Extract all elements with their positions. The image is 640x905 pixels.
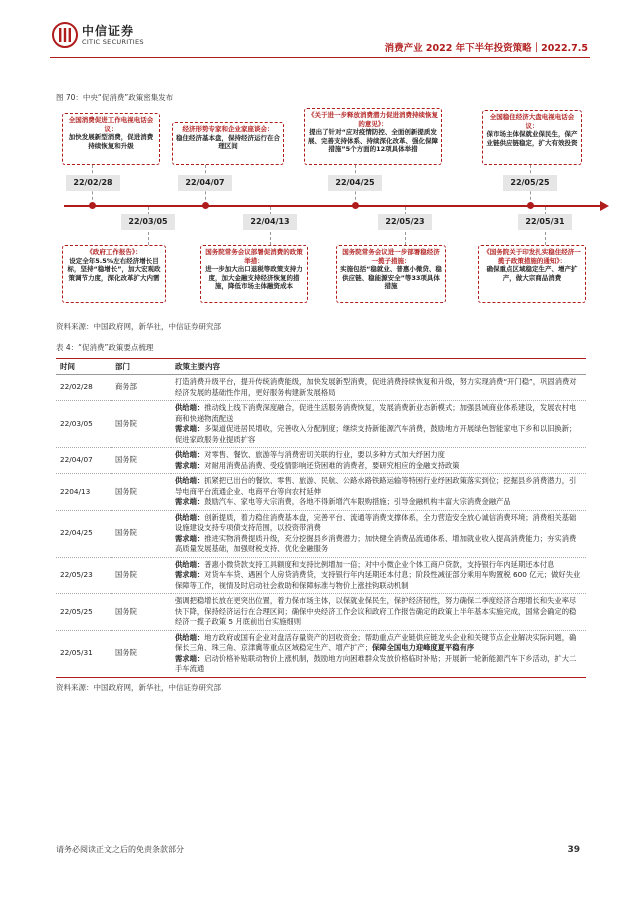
logo-text: 中信证券 bbox=[82, 24, 135, 38]
event-box bbox=[478, 245, 586, 303]
event-body: 加快发展新型消费，促进消费持续恢复和升级 bbox=[68, 133, 154, 150]
table-row bbox=[56, 401, 586, 448]
event-title: 国务院常务会议进一步部署稳经济一揽子措施： bbox=[342, 248, 440, 265]
entry-kind: 需求端： bbox=[175, 424, 205, 433]
entry-text: 鼓励汽车、家电等大宗消费，各地不得新增汽车限购措施；引导金融机构丰富大宗消费金融产品 bbox=[204, 497, 511, 506]
time-cell: 22/05/25 bbox=[56, 594, 111, 631]
entry-text: 推动线上线下消费深度融合，促进生活服务消费恢复，发展消费新业态新模式；加强县域商业体系建设，发展农村电商和快递物流配送 bbox=[175, 403, 577, 423]
table-row bbox=[56, 557, 586, 594]
date-chip: 22/05/23 bbox=[378, 214, 432, 230]
dept-cell: 国务院 bbox=[111, 448, 171, 474]
event-box bbox=[336, 245, 446, 303]
entry-kind: 需求端： bbox=[175, 570, 205, 579]
content-cell bbox=[171, 448, 586, 474]
date-chip: 22/04/07 bbox=[178, 175, 232, 191]
date-chip: 22/03/05 bbox=[121, 214, 175, 230]
event-body: 确保重点区域稳定生产、增产扩产，做大宗商品消费 bbox=[486, 265, 578, 282]
disclaimer-note: 请务必阅读正文之后的免责条款部分 bbox=[56, 845, 184, 854]
dept-cell: 国务院 bbox=[111, 474, 171, 511]
entry-kind: 供给端： bbox=[175, 450, 205, 459]
entry-kind: 供给端： bbox=[175, 403, 205, 412]
entry-text: 多渠道促进居民增收，完善收入分配制度；继续支持新能源汽车消费，鼓励地方开展绿色智能家电下乡和以旧换新；促进家政服务业提质扩容 bbox=[175, 424, 577, 444]
entry-text: 普惠小微贷款支持工具额度和支持比例增加一倍；对中小微企业个体工商户贷款，支持银行年内延期还本付息 bbox=[204, 559, 555, 569]
entry-text: 启动价格补贴联动物价上涨机制，鼓励地方向困难群众发放价格临时补贴；开展新一轮新能源汽车下乡活动，扩大二手车流通 bbox=[175, 653, 577, 673]
table-header-cell: 政策主要内容 bbox=[171, 359, 586, 375]
content-cell bbox=[171, 594, 586, 631]
citic-logo-icon bbox=[52, 22, 78, 48]
content-cell bbox=[171, 401, 586, 448]
table-row bbox=[56, 510, 586, 557]
event-body: 稳住经济基本盘，保持经济运行在合理区间 bbox=[176, 133, 280, 150]
timeline-dot bbox=[202, 202, 209, 209]
content-cell bbox=[171, 630, 586, 677]
event-box bbox=[172, 122, 284, 165]
entry-kind: 供给端： bbox=[175, 559, 205, 569]
event-box bbox=[62, 245, 166, 303]
entry-text: 创新提质，着力稳住消费基本盘，完善平台、流通等消费支撑体系，全力营造安全放心诚信消费环境；消费相关基础设施建设支持专项债支持范围，以投资带消费 bbox=[175, 512, 577, 532]
event-body: 实施包括“稳就业、普惠小微贷、稳供应链、稳能源安全”等33项具体措施 bbox=[340, 265, 442, 290]
entry-text: 抓紧把已出台的餐饮、零售、旅游、民航、公路水路铁路运输等特困行业纾困政策落实到位；挖掘县乡消费潜力，引导电商平台流通企业、电商平台等向农村延伸 bbox=[175, 476, 577, 496]
table-row bbox=[56, 630, 586, 677]
event-title: 《国务院关于印发扎实稳住经济一揽子政策措施的通知》： bbox=[483, 248, 581, 265]
entry-kind: 需求端： bbox=[175, 460, 205, 470]
event-body: 设定全年5.5%左右经济增长目标，坚持“稳增长”，加大宏观政策调节力度，深化改革扩大内需 bbox=[67, 256, 161, 282]
timeline-dot bbox=[89, 202, 96, 209]
timeline-dot bbox=[352, 202, 359, 209]
event-title: 全国消费促进工作电视电话会议： bbox=[68, 116, 154, 133]
table-row bbox=[56, 448, 586, 474]
time-cell: 2204/13 bbox=[56, 474, 111, 511]
time-cell: 22/05/31 bbox=[56, 630, 111, 677]
entry-kind: 供给端： bbox=[175, 512, 205, 522]
figure-caption: 图 70：中央“促消费”政策密集发布 bbox=[56, 93, 174, 102]
time-cell: 22/05/23 bbox=[56, 557, 111, 594]
event-box bbox=[304, 108, 442, 165]
date-chip: 22/04/13 bbox=[243, 214, 297, 230]
report-title: 消费产业 2022 年下半年投资策略｜2022.7.5 bbox=[384, 43, 588, 54]
entry-text: 对耐用消费品消费、受疫情影响还贷困难的消费者，要研究相应的金融支持政策 bbox=[204, 460, 460, 470]
event-title: 《政府工作报告》： bbox=[86, 248, 142, 256]
dept-cell: 国务院 bbox=[111, 401, 171, 448]
event-box bbox=[200, 245, 308, 303]
time-cell: 22/02/28 bbox=[56, 375, 111, 401]
entry-text: 地方政府或国有企业对盘活存量资产的回收资金；帮助重点产业链供应链龙头企业和关键节点企业解决实际问题，确保长三角、珠三角、京津冀等重点区域稳定生产、增产扩产； bbox=[175, 632, 577, 652]
dept-cell: 国务院 bbox=[111, 594, 171, 631]
timeline-dot bbox=[527, 202, 534, 209]
date-chip: 22/02/28 bbox=[66, 175, 120, 191]
entry-highlight: 保障全国电力迎峰度夏平稳有序 bbox=[372, 643, 475, 652]
entry-text: 推进实物消费提质升级，充分挖掘县乡消费潜力；加快健全消费品流通体系、增加就业收入提高消费能力；夯实消费高质量发展基础，加强财税支持、优化金融服务 bbox=[175, 533, 577, 553]
entry-kind: 供给端： bbox=[175, 632, 205, 642]
content-cell bbox=[171, 375, 586, 401]
dept-cell: 国务院 bbox=[111, 630, 171, 677]
timeline-axis bbox=[64, 205, 604, 207]
event-box bbox=[482, 110, 582, 165]
timeline-arrow-icon bbox=[600, 201, 609, 211]
event-title: 经济形势专家和企业家座谈会： bbox=[182, 125, 274, 133]
table-caption: 表 4：“促消费”政策要点梳理 bbox=[56, 343, 154, 352]
figure-source: 资料来源：中国政府网，新华社，中信证券研究部 bbox=[56, 322, 221, 331]
header-divider bbox=[50, 57, 590, 58]
event-title: 全国稳住经济大盘电视电话会议： bbox=[489, 113, 575, 130]
event-title: 《关于进一步释放消费潜力促进消费持续恢复的意见》： bbox=[308, 111, 438, 128]
table-source: 资料来源：中国政府网，新华社，中信证券研究部 bbox=[56, 683, 221, 692]
entry-text: 对零售、餐饮、旅游等与消费密切关联的行业，要以多种方式加大纾困力度 bbox=[204, 450, 445, 459]
entry-kind: 需求端： bbox=[175, 533, 205, 543]
dept-cell: 国务院 bbox=[111, 557, 171, 594]
time-cell: 22/04/07 bbox=[56, 448, 111, 474]
entry-text: 对货车车贷、遇困个人房贷消费贷，支持银行年内延期还本付息；阶段性减征部分乘用车购置税 600 亿元；做好失业保障等工作，视情及时启动社会救助和保障标准与物价上涨挂钩联动机制 bbox=[175, 570, 581, 590]
entry-text: 强调把稳增长放在更突出位置，着力保市场主体，以保就业保民生，保护经济韧性，努力确保二季度经济合理增长和失业率尽快下降，保持经济运行在合理区间；确保中央经济工作会议和政府工作报告确定的政策上半年基本实施完成，国常会确定的稳经济一揽子政策 5 月底前出台实施细则 bbox=[175, 596, 577, 626]
event-body: 提出了针对“应对疫情防控、全面创新提质发展、完善支持体系、持续深化改革、强化保障措施”5个方面的12项具体举措 bbox=[308, 128, 438, 153]
table-row bbox=[56, 474, 586, 511]
content-cell bbox=[171, 474, 586, 511]
event-title: 国务院常务会议部署促消费的政策举措： bbox=[205, 248, 303, 265]
event-box bbox=[62, 113, 160, 165]
table-header-cell: 时间 bbox=[56, 359, 111, 375]
table-row bbox=[56, 375, 586, 401]
dept-cell: 国务院 bbox=[111, 510, 171, 557]
event-body: 保市场主体保就业保民生，保产业链供应链稳定，扩大有效投资 bbox=[486, 130, 578, 147]
date-chip: 22/05/25 bbox=[503, 175, 557, 191]
page-number: 39 bbox=[567, 845, 580, 855]
date-chip: 22/05/31 bbox=[518, 214, 572, 230]
entry-kind: 供给端： bbox=[175, 476, 205, 485]
entry-kind: 需求端： bbox=[175, 653, 205, 663]
time-cell: 22/03/05 bbox=[56, 401, 111, 448]
content-cell bbox=[171, 557, 586, 594]
table-header-row bbox=[56, 359, 586, 375]
event-body: 进一步加大出口退税等政策支持力度，加大金融支持经济恢复的措施，降低市场主体融资成本 bbox=[205, 265, 303, 290]
time-cell: 22/04/25 bbox=[56, 510, 111, 557]
logo-english-text: CITIC SECURITIES bbox=[82, 38, 144, 46]
content-cell bbox=[171, 510, 586, 557]
entry-text: 打造消费升级平台，提升传统消费能级，加快发展新型消费，促进消费持续恢复和升级，努力实现消费“开门稳”，巩固消费对经济发展的基础性作用，更好服务构建新发展格局 bbox=[175, 377, 577, 397]
dept-cell: 商务部 bbox=[111, 375, 171, 401]
entry-kind: 需求端： bbox=[175, 497, 205, 506]
date-chip: 22/04/25 bbox=[328, 175, 382, 191]
policy-table bbox=[56, 358, 586, 678]
table-row bbox=[56, 594, 586, 631]
table-header-cell: 部门 bbox=[111, 359, 171, 375]
